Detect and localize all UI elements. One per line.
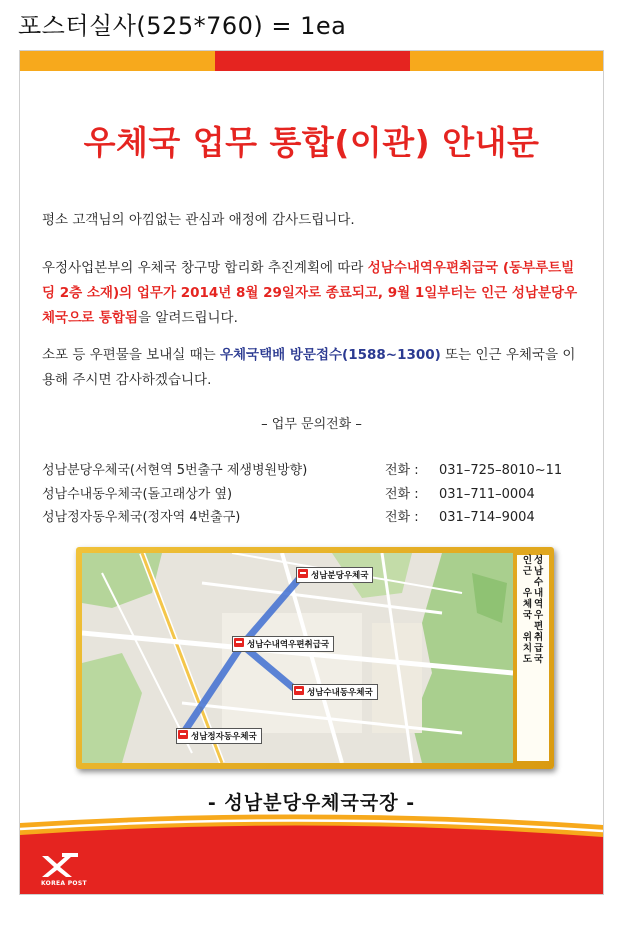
map-label-sunae-dong: 성남수내동우체국 xyxy=(292,684,378,700)
map-caption-char: 국 xyxy=(522,610,532,621)
contact-row xyxy=(42,459,587,483)
map-caption-char: 내 xyxy=(534,588,544,599)
map-caption-char xyxy=(526,621,529,632)
post-office-pin-icon xyxy=(178,730,188,739)
signature: - 성남분당우체국국장 - xyxy=(207,792,416,814)
merge-notice-paragraph xyxy=(42,256,582,331)
map-caption-char: 취 xyxy=(534,632,544,643)
map-label-bundang: 성남분당우체국 xyxy=(296,567,373,583)
map-caption-char: 인 xyxy=(522,555,532,566)
map-label-jeongja: 성남정자동우체국 xyxy=(176,728,262,744)
parcel-paragraph xyxy=(42,343,582,393)
contact-row xyxy=(42,506,587,530)
inquiry-title: – 업무 문의전화 – xyxy=(261,417,362,432)
contact-office: 성남정자동우체국(정자역 4번출구) xyxy=(42,510,241,525)
parcel-highlight: 우체국택배 방문접수(1588~1300) xyxy=(219,347,441,363)
post-office-pin-icon xyxy=(298,569,308,578)
contact-phone-label: 전화 : xyxy=(385,486,419,502)
top-color-bar xyxy=(20,51,603,71)
map-caption-char: 치 xyxy=(522,643,532,654)
map-caption-char: 역 xyxy=(534,599,544,610)
contact-phone: 031–711–0004 xyxy=(439,486,535,502)
contact-phone-label: 전화 : xyxy=(385,463,419,478)
map-vertical-caption xyxy=(517,555,549,761)
map-caption-char: 위 xyxy=(522,632,532,643)
map-caption-char: 도 xyxy=(522,654,532,665)
merge-notice-highlight: 성남수내역우편취급국 (동부루트빌딩 2층 소재)의 업무가 2014년 8월 29일자로 종료되고, 9월 1일부터는 인근 성남분당우체국으로 통합됨 xyxy=(42,260,578,326)
contact-office: 성남수내동우체국(돌고래상가 옆) xyxy=(42,486,233,502)
map-caption-char: 근 xyxy=(522,566,532,577)
map-caption-column xyxy=(523,555,532,761)
post-office-pin-icon xyxy=(234,638,244,647)
contact-row xyxy=(42,483,587,507)
merge-notice-suffix: 을 알려드립니다. xyxy=(138,310,238,326)
parcel-suffix: 또는 인근 우체국을 이용해 주시면 감사하겠습니다. xyxy=(42,347,576,388)
post-office-pin-icon xyxy=(294,686,304,695)
contact-phone: 031–725–8010~11 xyxy=(439,463,563,478)
contact-list xyxy=(42,459,587,530)
location-map xyxy=(82,553,513,763)
map-caption-char: 수 xyxy=(534,577,544,588)
parcel-prefix: 소포 등 우편물을 보내실 때는 xyxy=(42,347,220,363)
location-map-frame xyxy=(76,547,554,769)
map-caption-char: 우 xyxy=(522,588,532,599)
merge-notice-prefix: 우정사업본부의 우체국 창구망 합리화 추진계획에 따라 xyxy=(42,260,368,276)
map-caption-column xyxy=(534,555,543,761)
footer-wave-band xyxy=(20,813,603,894)
map-caption-char xyxy=(526,577,529,588)
map-caption-char: 국 xyxy=(534,654,544,665)
contact-office: 성남분당우체국(서현역 5번출구 제생병원방향) xyxy=(42,463,308,478)
map-caption-char: 체 xyxy=(522,599,532,610)
map-caption-char: 편 xyxy=(534,621,544,632)
map-caption-char: 성 xyxy=(534,555,544,566)
print-spec-caption: 포스터실사(525*760) = 1ea xyxy=(18,12,347,40)
map-graphic xyxy=(82,553,513,763)
map-caption-char: 남 xyxy=(534,566,544,577)
greeting-text: 평소 고객님의 아낌없는 관심과 애정에 감사드립니다. xyxy=(42,212,355,228)
notice-poster xyxy=(19,50,604,895)
map-label-sunae-counter: 성남수내역우편취급국 xyxy=(232,636,334,652)
contact-phone-label: 전화 : xyxy=(385,510,419,525)
poster-title: 우체국 업무 통합(이관) 안내문 xyxy=(83,123,540,162)
contact-phone: 031–714–9004 xyxy=(439,510,535,525)
map-caption-char: 우 xyxy=(534,610,544,621)
map-caption-char: 급 xyxy=(534,643,544,654)
korea-post-logo-text: KOREA POST xyxy=(41,880,87,887)
